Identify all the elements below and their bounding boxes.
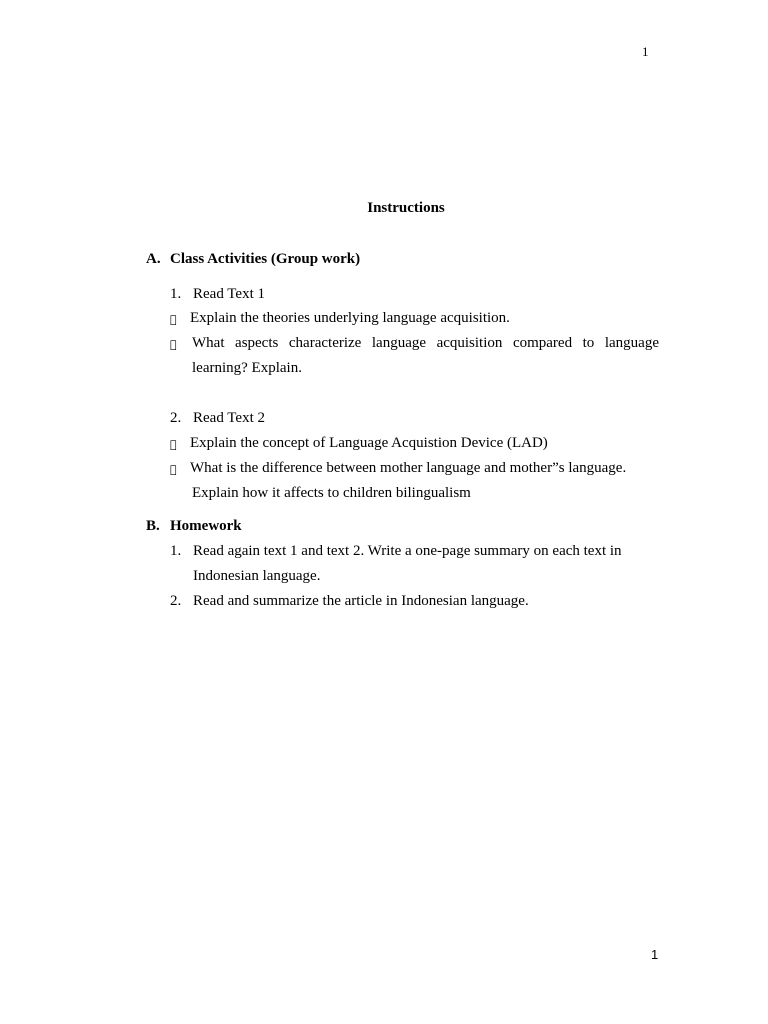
header-page-number: 1 <box>642 44 649 59</box>
item-1-label: Read Text 1 <box>193 286 265 302</box>
section-a-heading: Class Activities (Group work) <box>170 251 361 267</box>
footer-page-number: 1 <box>651 947 659 962</box>
bullet-icon <box>170 313 177 326</box>
section-b-marker: B. <box>146 518 160 534</box>
bullet-icon <box>170 463 177 476</box>
item-2-label: Read Text 2 <box>193 410 265 426</box>
bullet-text-continuation: learning? Explain. <box>192 360 302 376</box>
item-2-number: 2. <box>170 410 182 426</box>
homework-item-text: Read and summarize the article in Indonesian language. <box>193 593 529 609</box>
section-a-marker: A. <box>146 251 161 267</box>
section-b-heading: Homework <box>170 518 242 534</box>
bullet-text-continuation: Explain how it affects to children bilingualism <box>192 485 471 501</box>
item-1-number: 1. <box>170 286 182 302</box>
homework-item-number: 2. <box>170 593 182 609</box>
bullet-text: What aspects characterize language acquisition compared to language <box>192 335 659 351</box>
bullet-text: Explain the theories underlying language acquisition. <box>190 310 510 326</box>
page-title: Instructions <box>367 200 445 216</box>
bullet-icon <box>170 338 177 351</box>
bullet-text: Explain the concept of Language Acquistion Device (LAD) <box>190 435 548 451</box>
homework-item-text: Read again text 1 and text 2. Write a one-page summary on each text in <box>193 543 622 559</box>
bullet-icon <box>170 438 177 451</box>
homework-item-number: 1. <box>170 543 182 559</box>
homework-item-continuation: Indonesian language. <box>193 568 321 584</box>
bullet-text: What is the difference between mother language and mother”s language. <box>190 460 627 476</box>
